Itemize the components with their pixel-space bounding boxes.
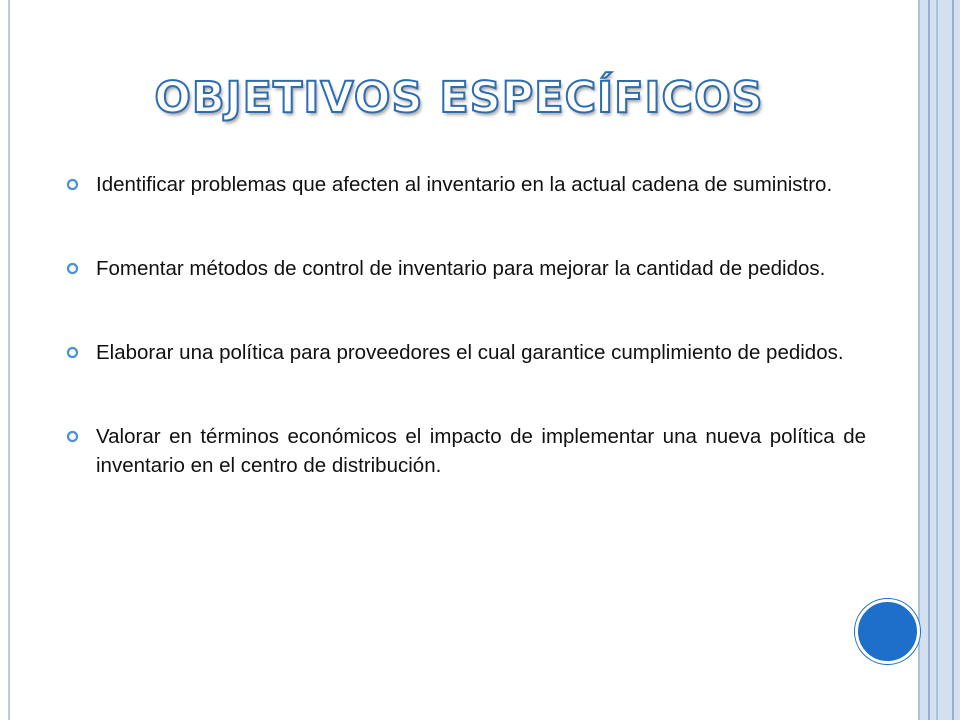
bullet-item bbox=[66, 254, 866, 283]
bullet-item bbox=[66, 422, 866, 480]
ring-bullet-icon bbox=[66, 262, 79, 275]
ring-bullet-icon bbox=[66, 178, 79, 191]
bullet-text: Fomentar métodos de control de inventario para mejorar la cantidad de pedidos. bbox=[96, 257, 826, 280]
bullet-item bbox=[66, 170, 866, 199]
decorative-line bbox=[952, 0, 954, 720]
ring-bullet-icon bbox=[66, 346, 79, 359]
bullet-text: Identificar problemas que afecten al inventario en la actual cadena de suministro. bbox=[96, 173, 833, 196]
bullet-item bbox=[66, 338, 866, 367]
decorative-line bbox=[928, 0, 930, 720]
ring-bullet-icon bbox=[66, 430, 79, 443]
bullet-text: Valorar en términos económicos el impacto de implementar una nueva política de inventario en el centro de distribución. bbox=[96, 425, 866, 477]
decorative-line bbox=[936, 0, 938, 720]
slide-title: OBJETIVOS ESPECÍFICOS bbox=[154, 73, 764, 123]
bullet-text: Elaborar una política para proveedores el cual garantice cumplimiento de pedidos. bbox=[96, 341, 844, 364]
bullet-list bbox=[66, 170, 866, 535]
decorative-circle bbox=[855, 599, 920, 664]
